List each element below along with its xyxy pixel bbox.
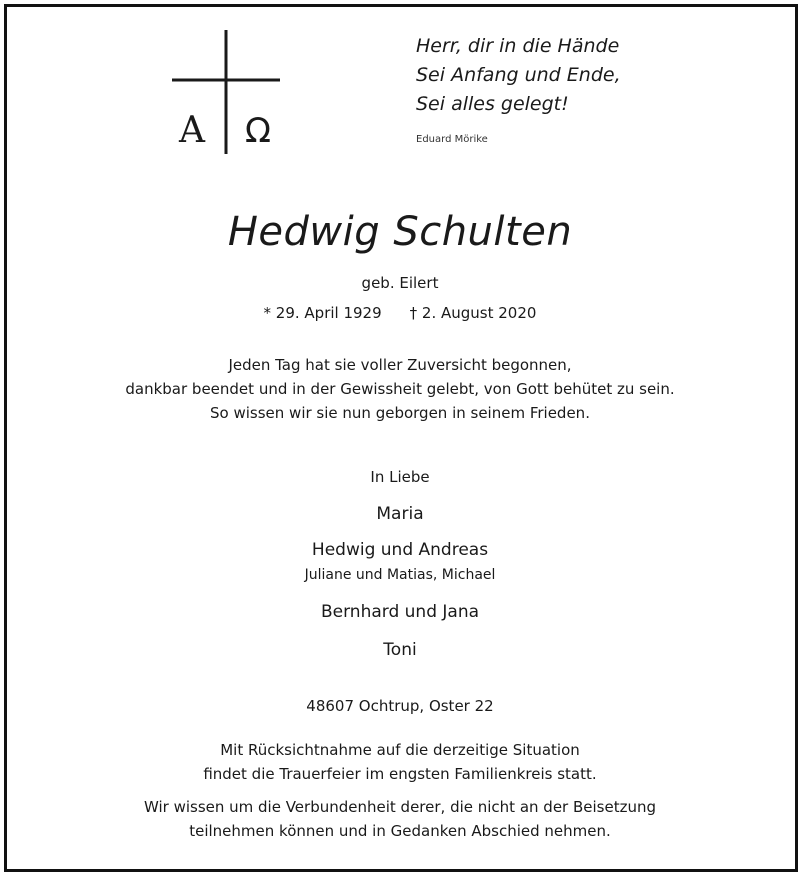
mourner-name: Toni <box>383 640 417 660</box>
memorial-verse <box>0 353 800 425</box>
motto-line: Sei alles gelegt! <box>416 93 569 115</box>
verse-line: Jeden Tag hat sie voller Zuversicht begonnen, <box>228 356 572 374</box>
condolence-notice <box>0 795 800 843</box>
mourner-children: Juliane und Matias, Michael <box>304 567 496 583</box>
mourner-name: Bernhard und Jana <box>320 602 480 622</box>
deceased-name: Hedwig Schulten <box>227 209 573 255</box>
motto-line: Herr, dir in die Hände <box>416 35 620 57</box>
mourners-intro: In Liebe <box>370 468 430 486</box>
maiden-name: geb. Eilert <box>361 274 439 292</box>
omega-glyph: Ω <box>245 111 271 151</box>
mourner-name: Maria <box>376 504 424 524</box>
verse-line: dankbar beendet und in der Gewissheit gelebt, von Gott behütet zu sein. <box>125 380 675 398</box>
notice-line: teilnehmen können und in Gedanken Abschied nehmen. <box>189 822 611 840</box>
mourner-name: Hedwig und Andreas <box>311 540 489 560</box>
death-date: † 2. August 2020 <box>409 304 537 322</box>
notice-line: Mit Rücksichtnahme auf die derzeitige Situation <box>220 741 580 759</box>
notice-line: findet die Trauerfeier im engsten Familienkreis statt. <box>203 765 597 783</box>
family-address: 48607 Ochtrup, Oster 22 <box>306 697 494 715</box>
motto-line: Sei Anfang und Ende, <box>416 64 621 86</box>
funeral-notice <box>0 738 800 786</box>
birth-date: * 29. April 1929 <box>263 304 382 322</box>
cross-alpha-omega-icon <box>168 28 284 156</box>
notice-line: Wir wissen um die Verbundenheit derer, die nicht an der Beisetzung <box>143 798 657 816</box>
verse-line: So wissen wir sie nun geborgen in seinem Frieden. <box>210 404 590 422</box>
life-dates <box>0 301 800 325</box>
motto-author: Eduard Mörike <box>416 134 488 145</box>
alpha-glyph: A <box>179 110 205 151</box>
motto-quote <box>416 32 746 147</box>
